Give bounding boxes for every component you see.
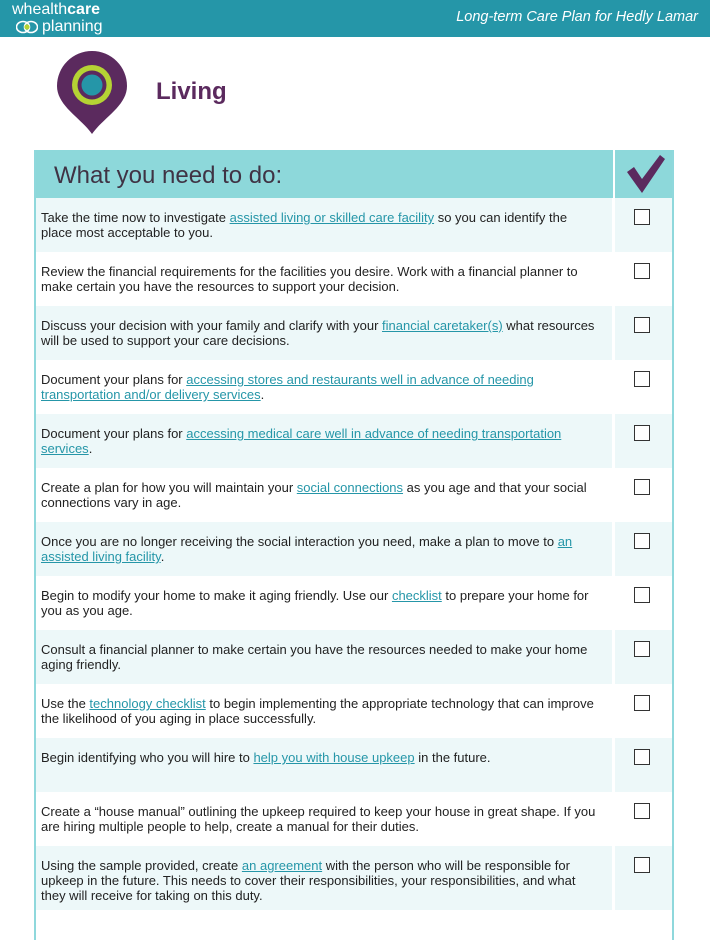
logo-text-whealth: whealth xyxy=(12,1,68,18)
section-title: Living xyxy=(156,78,227,105)
task-text-before: Using the sample provided, create xyxy=(41,858,242,873)
task-text-before: Take the time now to investigate xyxy=(41,210,230,225)
task-text xyxy=(41,210,596,240)
task-text xyxy=(41,696,596,726)
logo-text-planning: planning xyxy=(42,18,103,35)
task-checkbox[interactable] xyxy=(634,371,650,387)
task-cell xyxy=(36,792,612,846)
task-cell xyxy=(36,684,612,738)
task-text-after: with the person who will be responsible for upkeep in the future. This needs to cover their responsibilities, your responsibilities, and what they will receive for taking on this duty. xyxy=(41,858,576,903)
handshake-icon xyxy=(16,20,38,34)
task-cell xyxy=(36,630,612,684)
checkbox-cell xyxy=(615,792,672,846)
task-cell xyxy=(36,252,612,306)
table-row xyxy=(36,630,672,684)
task-text-after: as you age and that your social connections vary in age. xyxy=(41,480,587,510)
task-cell xyxy=(36,846,612,910)
task-text xyxy=(41,318,596,348)
task-cell xyxy=(36,360,612,414)
checkbox-cell xyxy=(615,468,672,522)
task-text-after: . xyxy=(88,441,93,456)
task-checkbox[interactable] xyxy=(634,317,650,333)
table-row xyxy=(36,414,672,468)
task-link[interactable]: help you with house upkeep xyxy=(253,750,415,765)
table-row xyxy=(36,198,672,252)
task-text-before: Create a “house manual” outlining the upkeep required to keep your house in great shape. If you are hiring multiple people to help, create a manual for their duties. xyxy=(41,804,596,834)
task-text-after: so you can identify the place most acceptable to you. xyxy=(41,210,568,240)
task-text-before: Document your plans for xyxy=(41,372,187,387)
task-cell xyxy=(36,522,612,576)
task-text-before: Consult a financial planner to make certain you have the resources needed to make your home aging friendly. xyxy=(41,642,588,672)
task-checkbox[interactable] xyxy=(634,479,650,495)
task-text-before: Create a plan for how you will maintain your xyxy=(41,480,297,495)
task-text xyxy=(41,858,596,903)
task-text-after: to prepare your home for you as you age. xyxy=(41,588,589,618)
table-heading: What you need to do: xyxy=(54,162,283,189)
task-text-after: . xyxy=(260,387,265,402)
task-text xyxy=(41,480,596,510)
task-text xyxy=(41,750,596,765)
task-cell xyxy=(36,306,612,360)
task-cell xyxy=(36,414,612,468)
checkbox-cell xyxy=(615,576,672,630)
top-banner xyxy=(0,0,710,37)
task-cell xyxy=(36,468,612,522)
checkbox-cell xyxy=(615,198,672,252)
table-row xyxy=(36,846,672,910)
table-row xyxy=(36,360,672,414)
task-link[interactable]: technology checklist xyxy=(89,696,206,711)
task-checkbox[interactable] xyxy=(634,263,650,279)
task-text-after: to begin implementing the appropriate technology that can improve the likelihood of you aging in place successfully. xyxy=(41,696,594,726)
task-text-before: Discuss your decision with your family and clarify with your xyxy=(41,318,383,333)
table-row xyxy=(36,576,672,630)
task-checkbox[interactable] xyxy=(634,641,650,657)
task-link[interactable]: an assisted living facility xyxy=(41,534,573,564)
task-checkbox[interactable] xyxy=(634,533,650,549)
checkbox-cell xyxy=(615,306,672,360)
task-text-before: Review the financial requirements for the facilities you desire. Work with a financial planner to make certain you have the resources to support your decision. xyxy=(41,264,578,294)
task-link[interactable]: social connections xyxy=(296,480,404,495)
table-row xyxy=(36,468,672,522)
checkbox-cell xyxy=(615,522,672,576)
table-row xyxy=(36,684,672,738)
task-text-after: . xyxy=(160,549,165,564)
task-text xyxy=(41,588,596,618)
table-row xyxy=(36,252,672,306)
task-checkbox[interactable] xyxy=(634,803,650,819)
task-text-before: Use the xyxy=(41,696,90,711)
location-pin-icon xyxy=(55,50,129,136)
task-checkbox[interactable] xyxy=(634,425,650,441)
task-text xyxy=(41,264,596,294)
checkmark-icon xyxy=(624,153,666,195)
task-text xyxy=(41,804,596,834)
task-checkbox[interactable] xyxy=(634,857,650,873)
task-link[interactable]: accessing stores and restaurants well in advance of needing transportation and/or delivery services xyxy=(41,372,534,402)
table-row xyxy=(36,738,672,792)
task-link[interactable]: an agreement xyxy=(241,858,323,873)
checkbox-cell xyxy=(615,630,672,684)
task-text-before: Once you are no longer receiving the social interaction you need, make a plan to move to xyxy=(41,534,558,549)
task-link[interactable]: assisted living or skilled care facility xyxy=(229,210,435,225)
task-text-before: Begin to modify your home to make it aging friendly. Use our xyxy=(41,588,392,603)
task-text-after: what resources will be used to support your care decisions. xyxy=(41,318,595,348)
brand-logo[interactable] xyxy=(12,1,103,35)
task-checkbox[interactable] xyxy=(634,695,650,711)
table-header xyxy=(36,150,672,198)
task-text xyxy=(41,642,596,672)
task-cell xyxy=(36,738,612,792)
checkbox-cell xyxy=(615,684,672,738)
task-text-before: Begin identifying who you will hire to xyxy=(41,750,254,765)
checkbox-cell xyxy=(615,360,672,414)
header-divider xyxy=(613,150,615,198)
todo-table xyxy=(34,150,674,940)
table-row xyxy=(36,792,672,846)
document-title: Long-term Care Plan for Hedly Lamar xyxy=(456,9,698,25)
task-checkbox[interactable] xyxy=(634,209,650,225)
task-cell xyxy=(36,576,612,630)
checkbox-cell xyxy=(615,846,672,910)
task-link[interactable]: financial caretaker(s) xyxy=(382,318,503,333)
task-text xyxy=(41,534,596,564)
table-row xyxy=(36,306,672,360)
task-link[interactable]: checklist xyxy=(391,588,442,603)
task-checkbox[interactable] xyxy=(634,587,650,603)
task-checkbox[interactable] xyxy=(634,749,650,765)
table-row xyxy=(36,522,672,576)
task-text xyxy=(41,372,596,402)
task-link[interactable]: accessing medical care well in advance of needing transportation services xyxy=(41,426,562,456)
task-text xyxy=(41,426,596,456)
task-cell xyxy=(36,198,612,252)
task-text-after: in the future. xyxy=(414,750,491,765)
logo-text-care: care xyxy=(67,1,101,18)
checkbox-cell xyxy=(615,738,672,792)
checkbox-cell xyxy=(615,252,672,306)
task-text-before: Document your plans for xyxy=(41,426,187,441)
checkbox-cell xyxy=(615,414,672,468)
